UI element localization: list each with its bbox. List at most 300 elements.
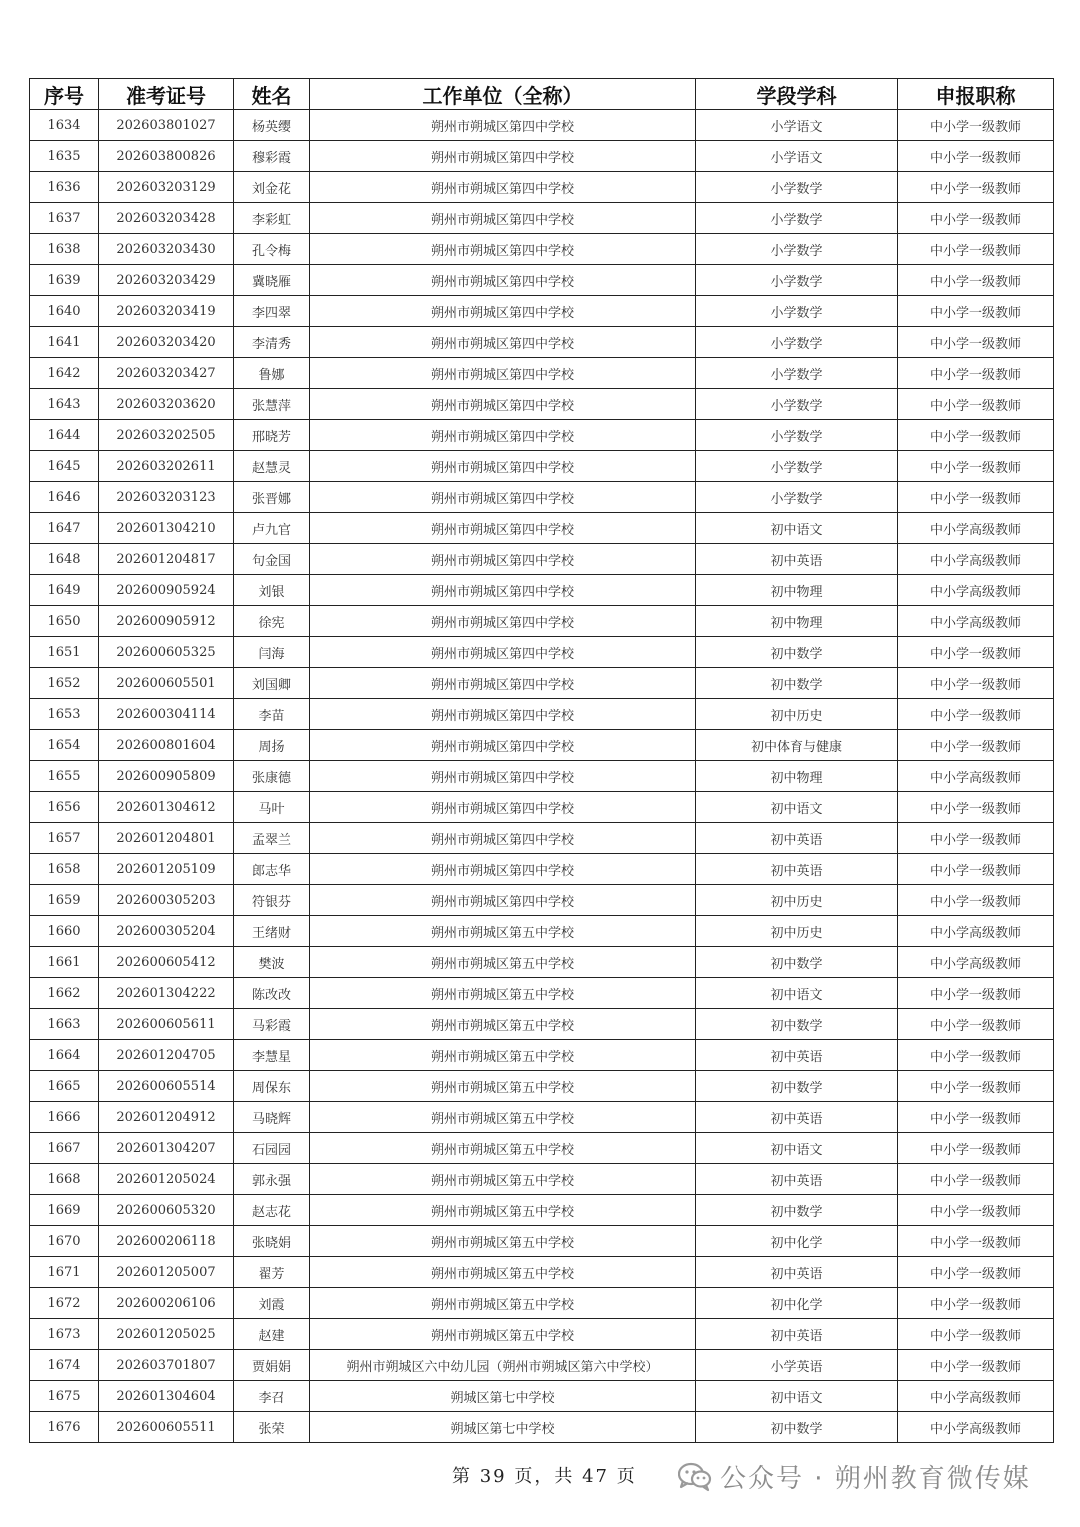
cell-exam-id: 202603203429 bbox=[99, 265, 234, 296]
cell-exam-id: 202601204817 bbox=[99, 544, 234, 575]
table-row bbox=[30, 823, 1054, 854]
cell-exam-id: 202603203419 bbox=[99, 296, 234, 327]
cell-exam-id: 202600605320 bbox=[99, 1195, 234, 1226]
cell-name: 张晋娜 bbox=[234, 482, 310, 513]
cell-work-unit: 朔州市朔城区第四中学校 bbox=[310, 482, 696, 513]
cell-exam-id: 202601205024 bbox=[99, 1164, 234, 1195]
cell-title: 中小学高级教师 bbox=[898, 916, 1054, 947]
cell-name: 赵建 bbox=[234, 1319, 310, 1350]
cell-subject: 小学数学 bbox=[696, 358, 898, 389]
cell-serial: 1673 bbox=[30, 1319, 99, 1350]
cell-serial: 1669 bbox=[30, 1195, 99, 1226]
cell-work-unit: 朔州市朔城区第四中学校 bbox=[310, 358, 696, 389]
cell-title: 中小学一级教师 bbox=[898, 1040, 1054, 1071]
cell-serial: 1655 bbox=[30, 761, 99, 792]
cell-work-unit: 朔州市朔城区第五中学校 bbox=[310, 1226, 696, 1257]
cell-name: 穆彩霞 bbox=[234, 141, 310, 172]
table-row bbox=[30, 1412, 1054, 1443]
cell-exam-id: 202603203129 bbox=[99, 172, 234, 203]
cell-work-unit: 朔州市朔城区第四中学校 bbox=[310, 668, 696, 699]
cell-serial: 1640 bbox=[30, 296, 99, 327]
cell-serial: 1647 bbox=[30, 513, 99, 544]
cell-subject: 初中历史 bbox=[696, 885, 898, 916]
cell-exam-id: 202600905912 bbox=[99, 606, 234, 637]
table-row bbox=[30, 606, 1054, 637]
table-row bbox=[30, 1319, 1054, 1350]
cell-name: 樊波 bbox=[234, 947, 310, 978]
cell-exam-id: 202601304210 bbox=[99, 513, 234, 544]
cell-title: 中小学一级教师 bbox=[898, 482, 1054, 513]
cell-work-unit: 朔州市朔城区第四中学校 bbox=[310, 823, 696, 854]
header-name: 姓名 bbox=[234, 79, 310, 110]
cell-name: 陈改改 bbox=[234, 978, 310, 1009]
cell-name: 冀晓雁 bbox=[234, 265, 310, 296]
cell-title: 中小学一级教师 bbox=[898, 1071, 1054, 1102]
cell-title: 中小学一级教师 bbox=[898, 358, 1054, 389]
cell-title: 中小学一级教师 bbox=[898, 978, 1054, 1009]
cell-name: 马晓辉 bbox=[234, 1102, 310, 1133]
cell-subject: 小学数学 bbox=[696, 234, 898, 265]
cell-name: 闫海 bbox=[234, 637, 310, 668]
cell-serial: 1644 bbox=[30, 420, 99, 451]
table-row bbox=[30, 296, 1054, 327]
cell-title: 中小学一级教师 bbox=[898, 141, 1054, 172]
cell-name: 王绪财 bbox=[234, 916, 310, 947]
table-row bbox=[30, 1164, 1054, 1195]
cell-serial: 1674 bbox=[30, 1350, 99, 1381]
cell-subject: 初中物理 bbox=[696, 761, 898, 792]
header-work-unit: 工作单位（全称） bbox=[310, 79, 696, 110]
cell-work-unit: 朔州市朔城区第五中学校 bbox=[310, 1133, 696, 1164]
cell-work-unit: 朔州市朔城区第五中学校 bbox=[310, 947, 696, 978]
cell-name: 赵志花 bbox=[234, 1195, 310, 1226]
cell-title: 中小学一级教师 bbox=[898, 172, 1054, 203]
cell-title: 中小学一级教师 bbox=[898, 823, 1054, 854]
cell-exam-id: 202601204705 bbox=[99, 1040, 234, 1071]
cell-serial: 1672 bbox=[30, 1288, 99, 1319]
table-row bbox=[30, 389, 1054, 420]
cell-work-unit: 朔州市朔城区第五中学校 bbox=[310, 978, 696, 1009]
cell-name: 张慧萍 bbox=[234, 389, 310, 420]
watermark-text: 公众号 · 朔州教育微传媒 bbox=[720, 1464, 1031, 1494]
cell-subject: 小学数学 bbox=[696, 172, 898, 203]
cell-subject: 初中英语 bbox=[696, 823, 898, 854]
header-exam-id: 准考证号 bbox=[99, 79, 234, 110]
cell-title: 中小学高级教师 bbox=[898, 513, 1054, 544]
table-row bbox=[30, 1071, 1054, 1102]
cell-subject: 初中物理 bbox=[696, 575, 898, 606]
cell-serial: 1675 bbox=[30, 1381, 99, 1412]
cell-subject: 初中英语 bbox=[696, 1164, 898, 1195]
cell-title: 中小学一级教师 bbox=[898, 792, 1054, 823]
cell-work-unit: 朔州市朔城区第四中学校 bbox=[310, 110, 696, 141]
cell-exam-id: 202601304612 bbox=[99, 792, 234, 823]
cell-title: 中小学一级教师 bbox=[898, 1257, 1054, 1288]
cell-subject: 初中数学 bbox=[696, 1009, 898, 1040]
cell-work-unit: 朔州市朔城区第五中学校 bbox=[310, 1319, 696, 1350]
cell-name: 刘霞 bbox=[234, 1288, 310, 1319]
cell-name: 赵慧灵 bbox=[234, 451, 310, 482]
cell-title: 中小学高级教师 bbox=[898, 1381, 1054, 1412]
cell-serial: 1659 bbox=[30, 885, 99, 916]
cell-subject: 初中英语 bbox=[696, 544, 898, 575]
cell-name: 孟翠兰 bbox=[234, 823, 310, 854]
cell-work-unit: 朔州市朔城区第四中学校 bbox=[310, 575, 696, 606]
cell-name: 卢九官 bbox=[234, 513, 310, 544]
cell-subject: 小学英语 bbox=[696, 1350, 898, 1381]
cell-serial: 1676 bbox=[30, 1412, 99, 1443]
cell-title: 中小学一级教师 bbox=[898, 327, 1054, 358]
cell-name: 李慧星 bbox=[234, 1040, 310, 1071]
cell-exam-id: 202603202505 bbox=[99, 420, 234, 451]
table-row bbox=[30, 1257, 1054, 1288]
cell-name: 刘银 bbox=[234, 575, 310, 606]
table-row bbox=[30, 885, 1054, 916]
cell-serial: 1650 bbox=[30, 606, 99, 637]
cell-serial: 1665 bbox=[30, 1071, 99, 1102]
cell-serial: 1636 bbox=[30, 172, 99, 203]
table-row bbox=[30, 792, 1054, 823]
cell-name: 句金国 bbox=[234, 544, 310, 575]
cell-work-unit: 朔州市朔城区第四中学校 bbox=[310, 854, 696, 885]
cell-title: 中小学一级教师 bbox=[898, 1226, 1054, 1257]
cell-subject: 小学数学 bbox=[696, 451, 898, 482]
cell-title: 中小学一级教师 bbox=[898, 420, 1054, 451]
cell-serial: 1671 bbox=[30, 1257, 99, 1288]
cell-work-unit: 朔州市朔城区第四中学校 bbox=[310, 327, 696, 358]
cell-work-unit: 朔州市朔城区第四中学校 bbox=[310, 513, 696, 544]
cell-serial: 1666 bbox=[30, 1102, 99, 1133]
cell-work-unit: 朔州市朔城区第四中学校 bbox=[310, 265, 696, 296]
cell-title: 中小学高级教师 bbox=[898, 606, 1054, 637]
cell-exam-id: 202601205109 bbox=[99, 854, 234, 885]
cell-title: 中小学一级教师 bbox=[898, 854, 1054, 885]
cell-serial: 1654 bbox=[30, 730, 99, 761]
cell-work-unit: 朔州市朔城区第四中学校 bbox=[310, 420, 696, 451]
cell-title: 中小学一级教师 bbox=[898, 1164, 1054, 1195]
cell-exam-id: 202603203428 bbox=[99, 203, 234, 234]
cell-subject: 小学语文 bbox=[696, 110, 898, 141]
cell-exam-id: 202600605511 bbox=[99, 1412, 234, 1443]
cell-subject: 小学数学 bbox=[696, 389, 898, 420]
watermark bbox=[678, 1458, 1031, 1495]
table-row bbox=[30, 916, 1054, 947]
table-row bbox=[30, 234, 1054, 265]
cell-subject: 初中语文 bbox=[696, 978, 898, 1009]
cell-work-unit: 朔州市朔城区第四中学校 bbox=[310, 544, 696, 575]
cell-subject: 初中数学 bbox=[696, 1071, 898, 1102]
cell-serial: 1653 bbox=[30, 699, 99, 730]
cell-name: 徐宪 bbox=[234, 606, 310, 637]
cell-name: 李四翠 bbox=[234, 296, 310, 327]
cell-name: 张康德 bbox=[234, 761, 310, 792]
cell-serial: 1656 bbox=[30, 792, 99, 823]
cell-exam-id: 202603801027 bbox=[99, 110, 234, 141]
cell-title: 中小学高级教师 bbox=[898, 761, 1054, 792]
cell-subject: 初中数学 bbox=[696, 947, 898, 978]
cell-work-unit: 朔州市朔城区第四中学校 bbox=[310, 699, 696, 730]
header-serial: 序号 bbox=[30, 79, 99, 110]
cell-work-unit: 朔州市朔城区第四中学校 bbox=[310, 296, 696, 327]
cell-title: 中小学一级教师 bbox=[898, 637, 1054, 668]
cell-name: 张荣 bbox=[234, 1412, 310, 1443]
cell-work-unit: 朔州市朔城区第五中学校 bbox=[310, 1071, 696, 1102]
cell-name: 翟芳 bbox=[234, 1257, 310, 1288]
cell-subject: 初中历史 bbox=[696, 699, 898, 730]
cell-exam-id: 202601205025 bbox=[99, 1319, 234, 1350]
cell-exam-id: 202601204912 bbox=[99, 1102, 234, 1133]
cell-exam-id: 202600305203 bbox=[99, 885, 234, 916]
cell-name: 周扬 bbox=[234, 730, 310, 761]
cell-serial: 1667 bbox=[30, 1133, 99, 1164]
cell-exam-id: 202600206106 bbox=[99, 1288, 234, 1319]
cell-subject: 初中体育与健康 bbox=[696, 730, 898, 761]
cell-exam-id: 202603203620 bbox=[99, 389, 234, 420]
cell-exam-id: 202600605514 bbox=[99, 1071, 234, 1102]
cell-subject: 初中英语 bbox=[696, 1040, 898, 1071]
cell-exam-id: 202601304222 bbox=[99, 978, 234, 1009]
cell-work-unit: 朔州市朔城区第五中学校 bbox=[310, 1195, 696, 1226]
cell-serial: 1657 bbox=[30, 823, 99, 854]
cell-title: 中小学一级教师 bbox=[898, 1009, 1054, 1040]
cell-work-unit: 朔州市朔城区第四中学校 bbox=[310, 389, 696, 420]
table-row bbox=[30, 110, 1054, 141]
header-title: 申报职称 bbox=[898, 79, 1054, 110]
cell-serial: 1646 bbox=[30, 482, 99, 513]
cell-exam-id: 202601205007 bbox=[99, 1257, 234, 1288]
cell-name: 张晓娟 bbox=[234, 1226, 310, 1257]
cell-name: 周保东 bbox=[234, 1071, 310, 1102]
table-row bbox=[30, 575, 1054, 606]
cell-work-unit: 朔州市朔城区第四中学校 bbox=[310, 761, 696, 792]
cell-subject: 小学语文 bbox=[696, 141, 898, 172]
cell-exam-id: 202600605412 bbox=[99, 947, 234, 978]
cell-name: 邢晓芳 bbox=[234, 420, 310, 451]
cell-work-unit: 朔州市朔城区第四中学校 bbox=[310, 203, 696, 234]
cell-work-unit: 朔州市朔城区六中幼儿园（朔州市朔城区第六中学校） bbox=[310, 1350, 696, 1381]
cell-serial: 1642 bbox=[30, 358, 99, 389]
cell-exam-id: 202603203123 bbox=[99, 482, 234, 513]
cell-subject: 小学数学 bbox=[696, 482, 898, 513]
cell-title: 中小学一级教师 bbox=[898, 451, 1054, 482]
cell-subject: 初中数学 bbox=[696, 668, 898, 699]
cell-work-unit: 朔州市朔城区第四中学校 bbox=[310, 451, 696, 482]
cell-serial: 1641 bbox=[30, 327, 99, 358]
cell-work-unit: 朔州市朔城区第五中学校 bbox=[310, 1288, 696, 1319]
cell-serial: 1668 bbox=[30, 1164, 99, 1195]
wechat-icon bbox=[678, 1462, 712, 1492]
cell-work-unit: 朔州市朔城区第四中学校 bbox=[310, 885, 696, 916]
cell-exam-id: 202600605501 bbox=[99, 668, 234, 699]
cell-work-unit: 朔州市朔城区第四中学校 bbox=[310, 606, 696, 637]
cell-serial: 1664 bbox=[30, 1040, 99, 1071]
cell-exam-id: 202601304207 bbox=[99, 1133, 234, 1164]
cell-subject: 小学数学 bbox=[696, 327, 898, 358]
table-row bbox=[30, 544, 1054, 575]
table-row bbox=[30, 947, 1054, 978]
table-row bbox=[30, 451, 1054, 482]
cell-serial: 1649 bbox=[30, 575, 99, 606]
table-row bbox=[30, 978, 1054, 1009]
cell-title: 中小学一级教师 bbox=[898, 1288, 1054, 1319]
cell-serial: 1663 bbox=[30, 1009, 99, 1040]
cell-subject: 初中语文 bbox=[696, 792, 898, 823]
cell-subject: 小学数学 bbox=[696, 296, 898, 327]
cell-subject: 初中语文 bbox=[696, 513, 898, 544]
cell-work-unit: 朔州市朔城区第四中学校 bbox=[310, 792, 696, 823]
cell-subject: 初中数学 bbox=[696, 1412, 898, 1443]
cell-exam-id: 202600605325 bbox=[99, 637, 234, 668]
cell-exam-id: 202603701807 bbox=[99, 1350, 234, 1381]
cell-exam-id: 202603202611 bbox=[99, 451, 234, 482]
table-row bbox=[30, 420, 1054, 451]
table-row bbox=[30, 1009, 1054, 1040]
cell-subject: 初中语文 bbox=[696, 1133, 898, 1164]
cell-title: 中小学一级教师 bbox=[898, 730, 1054, 761]
cell-work-unit: 朔州市朔城区第五中学校 bbox=[310, 916, 696, 947]
table-row bbox=[30, 730, 1054, 761]
cell-subject: 初中物理 bbox=[696, 606, 898, 637]
cell-serial: 1660 bbox=[30, 916, 99, 947]
cell-subject: 初中数学 bbox=[696, 1195, 898, 1226]
cell-work-unit: 朔州市朔城区第五中学校 bbox=[310, 1009, 696, 1040]
table-body bbox=[30, 110, 1054, 1443]
cell-serial: 1648 bbox=[30, 544, 99, 575]
table-row bbox=[30, 1102, 1054, 1133]
cell-subject: 初中历史 bbox=[696, 916, 898, 947]
cell-subject: 初中英语 bbox=[696, 1102, 898, 1133]
cell-title: 中小学高级教师 bbox=[898, 1412, 1054, 1443]
cell-subject: 初中语文 bbox=[696, 1381, 898, 1412]
cell-exam-id: 202600304114 bbox=[99, 699, 234, 730]
cell-name: 刘国卿 bbox=[234, 668, 310, 699]
cell-serial: 1645 bbox=[30, 451, 99, 482]
cell-subject: 小学数学 bbox=[696, 420, 898, 451]
cell-name: 马彩霞 bbox=[234, 1009, 310, 1040]
table-row bbox=[30, 761, 1054, 792]
cell-work-unit: 朔州市朔城区第四中学校 bbox=[310, 730, 696, 761]
cell-name: 李召 bbox=[234, 1381, 310, 1412]
cell-exam-id: 202603203420 bbox=[99, 327, 234, 358]
cell-subject: 初中英语 bbox=[696, 854, 898, 885]
cell-exam-id: 202600905809 bbox=[99, 761, 234, 792]
table-row bbox=[30, 854, 1054, 885]
cell-exam-id: 202600905924 bbox=[99, 575, 234, 606]
cell-work-unit: 朔城区第七中学校 bbox=[310, 1412, 696, 1443]
table-row bbox=[30, 141, 1054, 172]
cell-subject: 小学数学 bbox=[696, 203, 898, 234]
cell-subject: 初中英语 bbox=[696, 1257, 898, 1288]
cell-name: 贾娟娟 bbox=[234, 1350, 310, 1381]
cell-title: 中小学一级教师 bbox=[898, 110, 1054, 141]
cell-subject: 初中化学 bbox=[696, 1288, 898, 1319]
cell-work-unit: 朔州市朔城区第五中学校 bbox=[310, 1164, 696, 1195]
cell-title: 中小学一级教师 bbox=[898, 203, 1054, 234]
cell-name: 鲁娜 bbox=[234, 358, 310, 389]
cell-serial: 1658 bbox=[30, 854, 99, 885]
cell-exam-id: 202603203430 bbox=[99, 234, 234, 265]
table-row bbox=[30, 699, 1054, 730]
cell-serial: 1662 bbox=[30, 978, 99, 1009]
cell-title: 中小学高级教师 bbox=[898, 544, 1054, 575]
cell-exam-id: 202601304604 bbox=[99, 1381, 234, 1412]
cell-name: 杨英缨 bbox=[234, 110, 310, 141]
cell-serial: 1637 bbox=[30, 203, 99, 234]
cell-name: 郎志华 bbox=[234, 854, 310, 885]
cell-subject: 初中化学 bbox=[696, 1226, 898, 1257]
cell-title: 中小学一级教师 bbox=[898, 296, 1054, 327]
cell-serial: 1634 bbox=[30, 110, 99, 141]
cell-exam-id: 202600206118 bbox=[99, 1226, 234, 1257]
cell-subject: 小学数学 bbox=[696, 265, 898, 296]
table-row bbox=[30, 1040, 1054, 1071]
table-row bbox=[30, 1195, 1054, 1226]
cell-title: 中小学一级教师 bbox=[898, 234, 1054, 265]
cell-title: 中小学一级教师 bbox=[898, 885, 1054, 916]
cell-title: 中小学一级教师 bbox=[898, 1133, 1054, 1164]
cell-title: 中小学一级教师 bbox=[898, 699, 1054, 730]
table-row bbox=[30, 1133, 1054, 1164]
cell-exam-id: 202603800826 bbox=[99, 141, 234, 172]
cell-title: 中小学一级教师 bbox=[898, 1195, 1054, 1226]
cell-serial: 1652 bbox=[30, 668, 99, 699]
cell-serial: 1670 bbox=[30, 1226, 99, 1257]
cell-title: 中小学一级教师 bbox=[898, 265, 1054, 296]
cell-work-unit: 朔州市朔城区第五中学校 bbox=[310, 1040, 696, 1071]
table-row bbox=[30, 203, 1054, 234]
cell-name: 郭永强 bbox=[234, 1164, 310, 1195]
cell-serial: 1635 bbox=[30, 141, 99, 172]
table-row bbox=[30, 513, 1054, 544]
table-row bbox=[30, 1288, 1054, 1319]
cell-work-unit: 朔州市朔城区第五中学校 bbox=[310, 1257, 696, 1288]
cell-exam-id: 202603203427 bbox=[99, 358, 234, 389]
cell-title: 中小学一级教师 bbox=[898, 1319, 1054, 1350]
table-row bbox=[30, 482, 1054, 513]
cell-work-unit: 朔州市朔城区第五中学校 bbox=[310, 1102, 696, 1133]
cell-name: 石园园 bbox=[234, 1133, 310, 1164]
cell-name: 李清秀 bbox=[234, 327, 310, 358]
cell-work-unit: 朔州市朔城区第四中学校 bbox=[310, 637, 696, 668]
cell-name: 刘金花 bbox=[234, 172, 310, 203]
cell-work-unit: 朔州市朔城区第四中学校 bbox=[310, 234, 696, 265]
cell-exam-id: 202601204801 bbox=[99, 823, 234, 854]
table-row bbox=[30, 668, 1054, 699]
cell-title: 中小学高级教师 bbox=[898, 575, 1054, 606]
cell-name: 符银芬 bbox=[234, 885, 310, 916]
cell-title: 中小学一级教师 bbox=[898, 1350, 1054, 1381]
table-row bbox=[30, 1226, 1054, 1257]
table-row bbox=[30, 327, 1054, 358]
table-row bbox=[30, 1381, 1054, 1412]
cell-subject: 初中英语 bbox=[696, 1319, 898, 1350]
table-row bbox=[30, 1350, 1054, 1381]
page-footer bbox=[0, 1462, 1080, 1492]
cell-title: 中小学高级教师 bbox=[898, 947, 1054, 978]
roster-table bbox=[29, 78, 1054, 1443]
cell-name: 李苗 bbox=[234, 699, 310, 730]
table-row bbox=[30, 358, 1054, 389]
header-subject: 学段学科 bbox=[696, 79, 898, 110]
cell-work-unit: 朔城区第七中学校 bbox=[310, 1381, 696, 1412]
table-row bbox=[30, 637, 1054, 668]
cell-work-unit: 朔州市朔城区第四中学校 bbox=[310, 141, 696, 172]
page-number: 第 39 页，共 47 页 bbox=[452, 1466, 637, 1487]
cell-serial: 1638 bbox=[30, 234, 99, 265]
cell-serial: 1651 bbox=[30, 637, 99, 668]
cell-name: 李彩虹 bbox=[234, 203, 310, 234]
cell-serial: 1643 bbox=[30, 389, 99, 420]
